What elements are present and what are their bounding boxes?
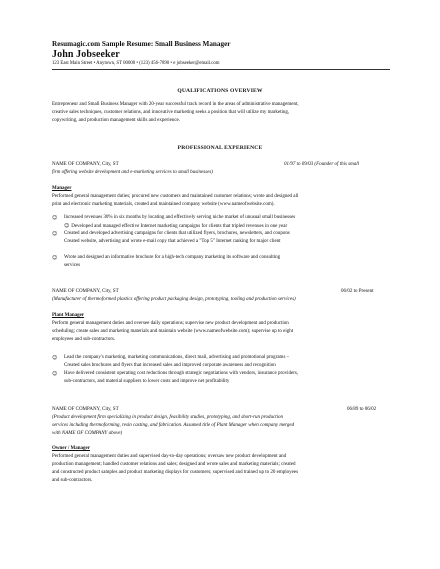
bullet-line: services <box>64 263 81 268</box>
bullet-line: Increased revenues 30% in six months by locating and effectively serving niche market of unusual small businesses <box>64 215 296 220</box>
qualifications-heading: QUALIFICATIONS OVERVIEW <box>177 88 263 94</box>
contact-info: 123 East Main Street • Anytown, ST 00000 • (123) 456-7890 • e jobseeker@email.com <box>52 61 220 66</box>
smiley-bullet-icon: ☺ <box>64 223 70 229</box>
job2-duties <box>52 320 390 344</box>
smiley-bullet-icon: ☺ <box>52 231 58 237</box>
duty-line: Performed general management duties and supervised day-to-day operations; oversaw new product development and <box>52 454 287 459</box>
job2-company: NAME OF COMPANY, City, ST <box>52 289 119 294</box>
bullet-line: Wrote and designed an informative brochure for a high-tech company marketing its software and consulting <box>64 255 281 260</box>
bullet-line: Have delivered consistent operating cost reductions through strategic negotiations with vendors, insurance providers, <box>64 371 299 376</box>
duty-line: and constructed product samples and product marketing displays for customers; supervised and trained up to 20 employees <box>52 470 299 475</box>
job3-description <box>52 414 390 438</box>
smiley-bullet-icon: ☺ <box>52 215 58 221</box>
description-line: with NAME OF COMPANY above) <box>52 431 123 436</box>
summary-line: copywriting, and production management skills and experience. <box>52 118 181 123</box>
job3-duties <box>52 453 390 485</box>
experience-heading: PROFESSIONAL EXPERIENCE <box>177 145 263 151</box>
summary-line: creative sales techniques, customer relations, and innovative marketing seeks a position that will utilize my marketing, <box>52 110 290 115</box>
bullet-line: sub-contractors, and material suppliers to lower costs and improve net profitability <box>64 379 230 384</box>
job3-title: Owner / Manager <box>52 446 90 451</box>
smiley-bullet-icon: ☺ <box>52 371 58 377</box>
job3-dates: 06/89 to 06/02 <box>347 407 377 412</box>
bullet-line: Created website, advertising and wrote e-mail copy that achieved a "Top 5" Internet ranking for major client <box>64 239 281 244</box>
summary-line: Entrepreneur and Small Business Manager with 20-year successful track record in the areas of administrative management, <box>52 102 299 107</box>
bullet-line: Lead the company's marketing, marketing communications, direct mail, advertising and promotional programs – <box>64 355 290 360</box>
duty-line: Perform general management duties and oversee daily operations; supervise new product development and production <box>52 321 289 326</box>
job1-description: firm offering website development and e-marketing services to small businesses) <box>52 170 213 175</box>
job1-duties <box>52 193 390 209</box>
duty-line: scheduling; create sales and marketing materials and maintain website (www.nameofwebsite.com); supervise up to eight <box>52 329 294 334</box>
smiley-bullet-icon: ☺ <box>52 355 58 361</box>
candidate-name: John Jobseeker <box>52 49 120 60</box>
bullet-line: Created sales brochures and flyers that increased sales and improved corporate awareness and recognition <box>64 363 276 368</box>
description-line: services including thermoforming, resin casting, and fabrication. Assumed title of Plant Manager when company merged <box>52 423 295 428</box>
duty-line: employees and sub-contractors. <box>52 337 116 342</box>
header-divider <box>52 69 390 70</box>
job1-title: Manager <box>52 186 72 191</box>
duty-line: print and electronic marketing materials, created and maintained company website (www.nameofwebsite.com). <box>52 202 275 207</box>
job3-company: NAME OF COMPANY, City, ST <box>52 407 119 412</box>
bullet-line: Developed and managed effective Internet marketing campaigns for clients that tripled revenues in one year <box>71 224 288 229</box>
job1-company: NAME OF COMPANY, City, ST <box>52 162 119 167</box>
job2-description: (Manufacturer of thermoformed plastics offering product packaging design, prototyping, tooling and production services) <box>52 297 296 302</box>
smiley-bullet-icon: ☺ <box>52 255 58 261</box>
duty-line: Performed general management duties; procured new customers and maintained customer relations; wrote and designed all <box>52 194 299 199</box>
duty-line: and sub-contractors. <box>52 478 93 483</box>
description-line: (Product development firm specializing in product design, feasibility studies, prototyping, and short-run production <box>52 415 284 420</box>
job2-title: Plant Manager <box>52 313 85 318</box>
duty-line: production management; handled customer relations and sales; designed and wrote sales and marketing materials; created <box>52 462 296 467</box>
qualifications-summary <box>52 101 390 125</box>
resume-title: Resumagic.com Sample Resume: Small Business Manager <box>52 40 231 48</box>
job2-dates: 06/02 to Present <box>341 289 374 294</box>
bullet-line: Created and developed advertising campaigns for clients that utilized flyers, brochures, newsletters, and coupons <box>64 231 290 236</box>
job1-dates: 01/97 to 09/03 (Founder of this small <box>284 162 359 167</box>
